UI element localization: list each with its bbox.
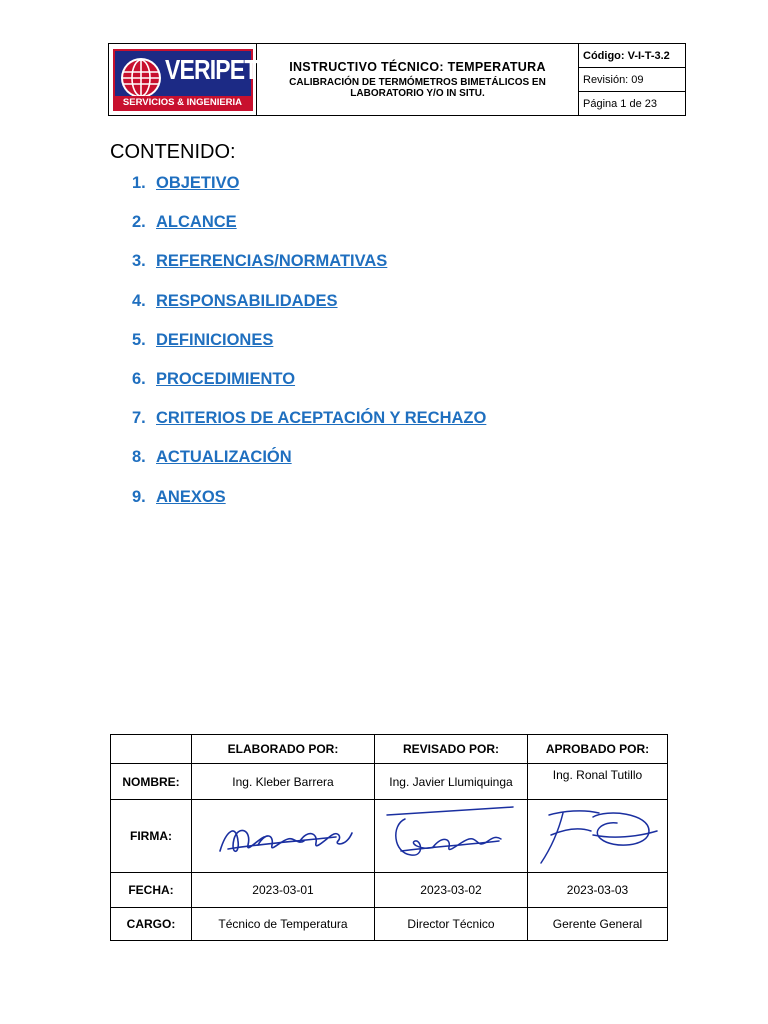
header-elaborado: ELABORADO POR: — [192, 735, 375, 764]
toc-link-objetivo[interactable]: OBJETIVO — [156, 174, 240, 192]
approval-table — [110, 734, 668, 941]
table-row — [111, 908, 668, 941]
page-number: Página 1 de 23 — [583, 97, 658, 110]
toc-item-objetivo: 1. OBJETIVO — [132, 174, 486, 213]
table-of-contents — [132, 174, 486, 527]
document-revision: Revisión: 09 — [579, 68, 685, 92]
toc-link-referencias[interactable]: REFERENCIAS/NORMATIVAS — [156, 252, 388, 271]
toc-link-criterios[interactable]: CRITERIOS DE ACEPTACIÓN Y RECHAZO — [156, 409, 487, 428]
title-cell — [257, 44, 579, 115]
toc-link-alcance[interactable]: ALCANCE — [156, 213, 237, 232]
role-aprobado: Gerente General — [528, 908, 668, 941]
document-title: INSTRUCTIVO TÉCNICO: TEMPERATURA — [289, 60, 546, 74]
toc-item-alcance: 2. ALCANCE — [132, 213, 486, 252]
globe-icon — [119, 56, 163, 100]
toc-link-definiciones[interactable]: DEFINICIONES — [156, 330, 274, 349]
header-revisado: REVISADO POR: — [375, 735, 528, 764]
table-row — [111, 800, 668, 873]
date-elaborado: 2023-03-01 — [192, 873, 375, 908]
role-revisado: Director Técnico — [375, 908, 528, 941]
meta-cell — [579, 44, 685, 115]
toc-item-responsabilidades: 4. RESPONSABILIDADES — [132, 292, 486, 331]
toc-item-criterios: 7. CRITERIOS DE ACEPTACIÓN Y RECHAZO — [132, 409, 486, 448]
document-code: Código: V-I-T-3.2 — [579, 44, 685, 68]
toc-link-actualizacion[interactable]: ACTUALIZACIÓN — [156, 448, 292, 467]
signature-aprobado — [528, 800, 668, 873]
header-aprobado: APROBADO POR: — [528, 735, 668, 764]
name-elaborado: Ing. Kleber Barrera — [192, 764, 375, 800]
row-label-nombre: NOMBRE: — [111, 764, 192, 800]
logo-tagline: SERVICIOS & INGENIERIA — [115, 96, 251, 109]
document-subtitle: CALIBRACIÓN DE TERMÓMETROS BIMETÁLICOS EN LABORATORIO Y/O IN SITU. — [289, 77, 546, 99]
toc-item-procedimiento: 6. PROCEDIMIENTO — [132, 370, 486, 409]
signature-icon — [381, 805, 521, 867]
toc-item-referencias: 3. REFERENCIAS/NORMATIVAS — [132, 252, 486, 291]
table-row — [111, 735, 668, 764]
signature-icon — [208, 811, 358, 861]
row-label-firma: FIRMA: — [111, 800, 192, 873]
role-elaborado: Técnico de Temperatura — [192, 908, 375, 941]
date-revisado: 2023-03-02 — [375, 873, 528, 908]
toc-link-anexos[interactable]: ANEXOS — [156, 487, 226, 506]
row-label-cargo: CARGO: — [111, 908, 192, 941]
empty-corner-cell — [111, 735, 192, 764]
toc-link-responsabilidades[interactable]: RESPONSABILIDADES — [156, 291, 338, 310]
table-row — [111, 873, 668, 908]
logo-cell — [109, 44, 257, 115]
signature-elaborado — [192, 800, 375, 873]
signature-icon — [533, 805, 663, 867]
toc-link-procedimiento[interactable]: PROCEDIMIENTO — [156, 369, 296, 388]
row-label-fecha: FECHA: — [111, 873, 192, 908]
toc-item-actualizacion: 8. ACTUALIZACIÓN — [132, 448, 486, 487]
name-aprobado: Ing. Ronal Tutillo — [528, 764, 668, 800]
toc-item-definiciones: 5. DEFINICIONES — [132, 331, 486, 370]
document-header — [108, 43, 686, 116]
table-row — [111, 764, 668, 800]
signature-revisado — [375, 800, 528, 873]
name-revisado: Ing. Javier Llumiquinga — [375, 764, 528, 800]
toc-item-anexos: 9. ANEXOS — [132, 488, 486, 527]
contents-heading: CONTENIDO: — [110, 141, 236, 163]
date-aprobado: 2023-03-03 — [528, 873, 668, 908]
company-logo — [113, 49, 258, 111]
logo-brand: VERIPET — [164, 53, 258, 85]
